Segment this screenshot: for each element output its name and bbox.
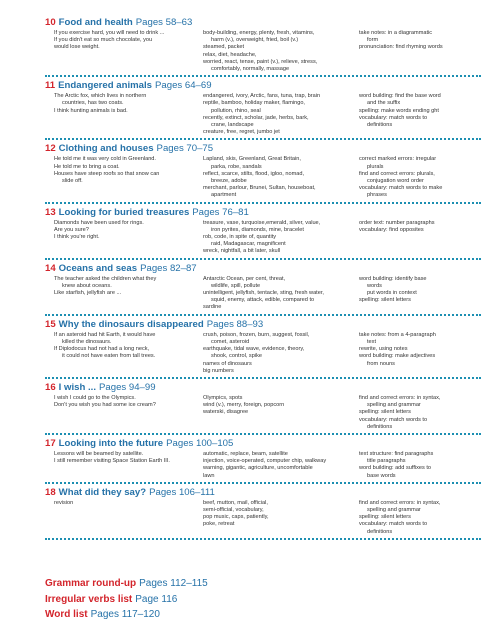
text-line: poke, retreat: [203, 521, 235, 528]
skills-column: [359, 93, 481, 136]
unit-section: [45, 263, 481, 316]
skills-column: [359, 156, 481, 199]
unit-section: [45, 207, 481, 260]
text-line: killed the dinosaurs.: [62, 338, 112, 345]
text-line: crane, landscape: [211, 122, 254, 129]
text-line: comet, asteroid: [211, 338, 250, 345]
unit-number: 14: [45, 262, 56, 274]
unit-section: [45, 80, 481, 140]
grammar-column: [45, 93, 203, 136]
text-line: breeze, adobe: [211, 178, 247, 185]
text-line: shook, control, spike: [211, 353, 262, 360]
grammar-column: [45, 220, 203, 256]
vocabulary-column: [203, 156, 359, 199]
grammar-column: [45, 30, 203, 73]
extra-pages: Pages 112–115: [139, 578, 208, 589]
text-line: I think you're right.: [54, 234, 100, 241]
text-line: big numbers: [203, 367, 234, 374]
text-line: comfortably, normally, massage: [211, 66, 290, 73]
text-line: vocabulary: match words to: [359, 521, 428, 528]
text-line: raid, Madagascar, magnificent: [211, 241, 286, 248]
text-line: form: [367, 37, 379, 44]
unit-number: 15: [45, 318, 56, 330]
text-line: it could not have eaten from tall trees.: [62, 353, 156, 360]
text-line: knew about oceans.: [62, 282, 112, 289]
unit-title: Food and health: [58, 17, 133, 28]
unit-number: 18: [45, 486, 56, 498]
text-line: injection, voice-operated, computer chip, walkway: [203, 458, 327, 465]
text-line: If an asteroid had hit Earth, it would have: [54, 331, 156, 338]
text-line: vocabulary: match words to: [359, 114, 428, 121]
text-line: The teacher asked the children what they: [54, 275, 157, 282]
grammar-column: [45, 276, 203, 312]
text-line: Don't you wish you had some ice cream?: [54, 402, 156, 409]
text-line: find and correct errors: in syntax,: [359, 499, 441, 506]
text-line: title paragraphs: [367, 458, 406, 465]
unit-pages: Pages 106–111: [149, 486, 215, 498]
text-line: reptile, bamboo, holiday maker, flamingo,: [203, 100, 305, 107]
text-line: rob, code, in spite of, quantity: [203, 234, 277, 241]
text-line: rewrite, using notes: [359, 346, 408, 353]
unit-section: [45, 487, 481, 540]
text-line: from nouns: [367, 360, 395, 367]
text-line: take notes: from a 4-paragraph: [359, 331, 436, 338]
text-line: vocabulary: match words to make: [359, 185, 443, 192]
unit-heading: [45, 487, 481, 499]
text-line: and the suffix: [367, 100, 401, 107]
unit-body: [45, 451, 481, 480]
text-line: beef, mutton, mail, official,: [203, 499, 268, 506]
unit-heading: [45, 263, 481, 275]
text-line: earthquake, tidal wave, evidence, theory,: [203, 346, 305, 353]
unit-title: Clothing and houses: [58, 143, 154, 155]
vocabulary-column: [203, 451, 359, 480]
text-line: endangered, ivory, Arctic, fans, tuna, trap, brain: [203, 93, 321, 100]
text-line: word building: find the base word: [359, 93, 441, 100]
text-line: spelling: silent letters: [359, 297, 411, 304]
text-line: semi-official, vocabulary,: [203, 506, 264, 513]
unit-section: [45, 382, 481, 435]
contents-extras: [45, 576, 445, 623]
text-line: unintelligent, jellyfish, tentacle, sting, fresh water,: [203, 290, 324, 297]
extra-pages: Pages 117–120: [90, 609, 160, 620]
text-line: word building: make adjectives: [359, 353, 436, 360]
grammar-column: [45, 395, 203, 431]
text-line: automatic, replace, beam, satellite: [203, 450, 288, 457]
text-line: Olympics, spots: [203, 394, 243, 401]
unit-heading: [45, 143, 481, 155]
text-line: word building: identify base: [359, 275, 427, 282]
unit-title: I wish ...: [58, 381, 96, 393]
text-line: find and correct errors: plurals,: [359, 170, 435, 177]
unit-title: Looking for buried treasures: [58, 206, 190, 218]
unit-pages: Pages 70–75: [156, 143, 214, 155]
skills-column: [359, 395, 481, 431]
text-line: pollution, rhino, seal: [211, 107, 261, 114]
vocabulary-column: [203, 395, 359, 431]
text-line: crush, poison, frozen, burn, suggest, fossil,: [203, 331, 310, 338]
unit-heading: [45, 80, 481, 92]
unit-title: What did they say?: [58, 486, 147, 498]
text-line: parka, robe, sandals: [211, 163, 262, 170]
unit-heading: [45, 319, 481, 331]
text-line: conjugation word order: [367, 178, 424, 185]
text-line: I still remember visiting Space Station Earth III.: [54, 458, 170, 465]
skills-column: [359, 276, 481, 312]
grammar-column: [45, 156, 203, 199]
extra-title: Grammar round-up: [45, 578, 137, 589]
unit-title: Looking into the future: [58, 437, 164, 449]
text-line: sardine: [203, 304, 222, 311]
text-line: harm (v.), overweight, fried, boil (v.): [211, 37, 299, 44]
unit-number: 10: [45, 17, 56, 28]
text-line: spelling and grammar: [367, 506, 421, 513]
text-line: steamed, packet: [203, 44, 245, 51]
unit-title: Endangered animals: [58, 80, 152, 92]
grammar-column: [45, 500, 203, 536]
unit-pages: Pages 82–87: [140, 262, 197, 274]
text-line: find and correct errors: in syntax,: [359, 394, 441, 401]
text-line: spelling: make words ending ght: [359, 107, 439, 114]
unit-pages: Pages 88–93: [206, 318, 264, 330]
unit-heading: [45, 438, 481, 450]
text-line: plurals: [367, 163, 384, 170]
text-line: definitions: [367, 423, 393, 430]
text-line: If you exercise hard, you will need to drink ...: [54, 30, 165, 36]
vocabulary-column: [203, 500, 359, 536]
text-line: He told me to bring a coat.: [54, 163, 120, 170]
text-line: take notes: in a diagrammatic: [359, 30, 433, 36]
text-line: base words: [367, 472, 396, 479]
vocabulary-column: [203, 332, 359, 375]
text-line: would lose weight.: [54, 44, 100, 51]
extra-entry: [45, 592, 445, 608]
text-line: squid, enemy, attack, edible, compared to: [211, 297, 315, 304]
text-line: Are you sure?: [54, 226, 89, 233]
vocabulary-column: [203, 276, 359, 312]
text-line: countries, has two coats.: [62, 100, 124, 107]
extra-title: Irregular verbs list: [45, 593, 133, 605]
unit-title: Oceans and seas: [58, 262, 138, 274]
text-line: warning, gigantic, agriculture, uncomfortable: [203, 465, 313, 472]
unit-pages: Pages 64–69: [155, 80, 212, 92]
text-line: apartment: [211, 192, 237, 199]
text-line: Houses have steep roofs so that snow can: [54, 170, 160, 177]
skills-column: [359, 220, 481, 256]
extra-pages: Page 116: [135, 593, 178, 605]
text-line: waterski, disagree: [203, 409, 249, 416]
skills-column: [359, 500, 481, 536]
unit-pages: Pages 58–63: [135, 17, 193, 28]
text-line: If you didn't eat so much chocolate, you: [54, 37, 153, 44]
text-line: merchant, parlour, Brunei, Sultan, houseboat,: [203, 185, 316, 192]
unit-number: 11: [45, 80, 56, 92]
text-line: words: [367, 282, 382, 289]
unit-body: [45, 276, 481, 312]
text-line: I think hunting animals is bad.: [54, 107, 128, 114]
text-line: treasure, vase, turquoise,emerald, silver, value,: [203, 219, 321, 226]
text-line: relax, diet, headache,: [203, 51, 257, 58]
text-line: wildlife, spill, pollute: [211, 282, 261, 289]
text-line: text structure: find paragraphs: [359, 450, 434, 457]
text-line: put words in context: [367, 290, 417, 297]
contents-units: [45, 17, 481, 543]
grammar-column: [45, 332, 203, 375]
text-line: If Diplodocus had not had a long neck,: [54, 346, 150, 353]
unit-body: [45, 156, 481, 199]
text-line: He told me it was very cold in Greenland.: [54, 156, 156, 163]
unit-body: [45, 500, 481, 536]
unit-section: [45, 17, 481, 77]
text-line: recently, extinct, scholar, jade, herbs, bark,: [203, 114, 309, 121]
unit-heading: [45, 382, 481, 394]
text-line: definitions: [367, 528, 393, 535]
unit-heading: [45, 17, 481, 29]
unit-pages: Pages 76–81: [192, 206, 249, 218]
text-line: vocabulary: match words to: [359, 416, 428, 423]
extra-entry: [45, 607, 445, 623]
unit-body: [45, 220, 481, 256]
unit-heading: [45, 207, 481, 219]
unit-section: [45, 319, 481, 379]
text-line: Lapland, skis, Greenland, Great Britain,: [203, 156, 301, 163]
vocabulary-column: [203, 30, 359, 73]
text-line: lawn: [203, 472, 215, 479]
unit-title: Why the dinosaurs disappeared: [58, 318, 204, 330]
text-line: spelling: silent letters: [359, 514, 411, 521]
text-line: spelling: silent letters: [359, 409, 411, 416]
unit-body: [45, 332, 481, 375]
text-line: reflect, scarce, stilts, flood, igloo, nomad,: [203, 170, 305, 177]
unit-section: [45, 143, 481, 203]
text-line: slide off.: [62, 178, 83, 185]
text-line: wreck, nightfall, a bit later, skull: [203, 248, 281, 255]
unit-number: 17: [45, 437, 56, 449]
unit-number: 16: [45, 381, 56, 393]
skills-column: [359, 30, 481, 73]
text-line: I wish I could go to the Olympics.: [54, 394, 136, 401]
text-line: worried, react, tense, paint (v.), relieve, stress,: [203, 58, 318, 65]
text-line: names of dinosaurs: [203, 360, 252, 367]
text-line: revision: [54, 499, 74, 506]
text-line: vocabulary: find opposites: [359, 226, 424, 233]
text-line: definitions: [367, 122, 393, 129]
unit-pages: Pages 94–99: [99, 381, 156, 393]
unit-number: 12: [45, 143, 56, 155]
text-line: Antarctic Ocean, per cent, threat,: [203, 275, 286, 282]
text-line: text: [367, 338, 377, 345]
text-line: body-building, energy, plenty, fresh, vitamins,: [203, 30, 315, 36]
text-line: Lessons will be beamed by satellite.: [54, 450, 144, 457]
text-line: spelling and grammar: [367, 402, 421, 409]
text-line: word building: add suffixes to: [359, 465, 432, 472]
text-line: order text: number paragraphs: [359, 219, 435, 226]
text-line: The Arctic fox, which lives in northern: [54, 93, 147, 100]
text-line: correct marked errors: irregular: [359, 156, 437, 163]
vocabulary-column: [203, 93, 359, 136]
extra-title: Word list: [45, 609, 88, 620]
unit-section: [45, 438, 481, 484]
unit-pages: Pages 100–105: [166, 437, 234, 449]
text-line: creature, free, regret, jumbo jet: [203, 129, 280, 136]
text-line: pronunciation: find rhyming words: [359, 44, 443, 51]
unit-body: [45, 30, 481, 73]
text-line: phrases: [367, 192, 387, 199]
skills-column: [359, 451, 481, 480]
unit-body: [45, 93, 481, 136]
vocabulary-column: [203, 220, 359, 256]
text-line: Diamonds have been used for rings.: [54, 219, 144, 226]
grammar-column: [45, 451, 203, 480]
unit-body: [45, 395, 481, 431]
text-line: Like starfish, jellyfish are ...: [54, 290, 122, 297]
text-line: pop music, caps, patiently,: [203, 514, 269, 521]
text-line: wind (v.), merry, foreign, popcorn: [203, 402, 285, 409]
text-line: iron pyrites, diamonds, mine, bracelet: [211, 226, 304, 233]
extra-entry: [45, 576, 445, 592]
unit-number: 13: [45, 206, 56, 218]
skills-column: [359, 332, 481, 375]
